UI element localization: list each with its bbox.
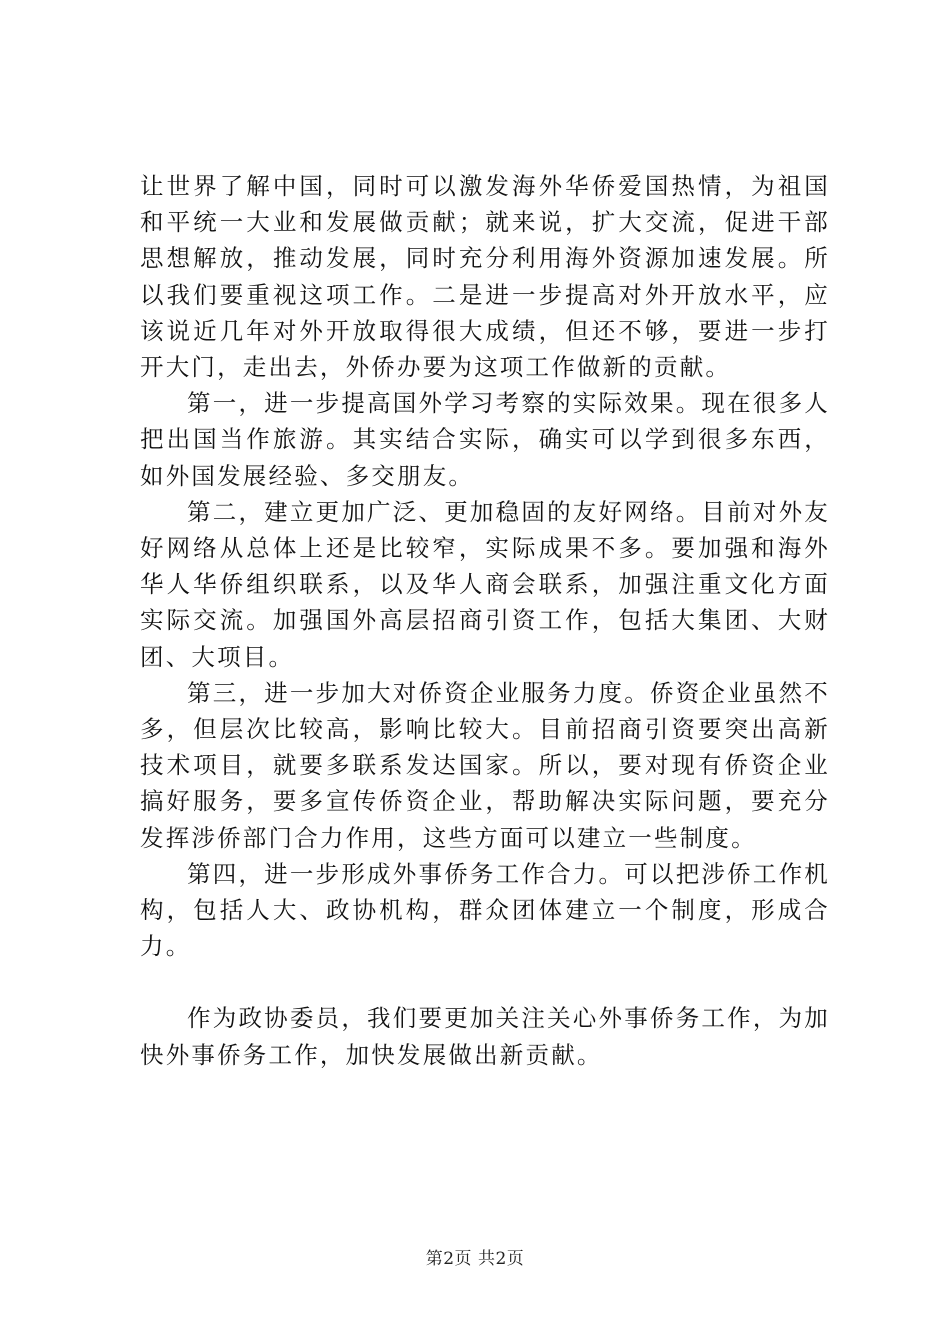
paragraph-spacer <box>140 964 830 1000</box>
paragraph-point-four: 第四，进一步形成外事侨务工作合力。可以把涉侨工作机构，包括人大、政协机构，群众团体建立一个制度，形成合力。 <box>140 859 830 961</box>
paragraph-conclusion: 作为政协委员，我们要更加关注关心外事侨务工作，为加快外事侨务工作，加快发展做出新贡献。 <box>140 1004 830 1069</box>
paragraph-point-two: 第二，建立更加广泛、更加稳固的友好网络。目前对外友好网络从总体上还是比较窄，实际成果不多。要加强和海外华人华侨组织联系，以及华人商会联系，加强注重文化方面实际交流。加强国外高层招商引资工作，包括大集团、大财团、大项目。 <box>140 497 830 671</box>
paragraph-point-one: 第一，进一步提高国外学习考察的实际效果。现在很多人把出国当作旅游。其实结合实际，确实可以学到很多东西，如外国发展经验、多交朋友。 <box>140 389 830 490</box>
paragraph-point-three: 第三，进一步加大对侨资企业服务力度。侨资企业虽然不多，但层次比较高，影响比较大。目前招商引资要突出高新技术项目，就要多联系发达国家。所以，要对现有侨资企业搞好服务，要多宣传侨资企业，帮助解决实际问题，要充分发挥涉侨部门合力作用，这些方面可以建立一些制度。 <box>140 678 830 852</box>
page-number-footer: 第2页 共2页 <box>425 1249 525 1269</box>
document-body <box>140 168 830 1073</box>
paragraph-continuation: 让世界了解中国，同时可以激发海外华侨爱国热情，为祖国和平统一大业和发展做贡献；就来说，扩大交流，促进干部思想解放，推动发展，同时充分利用海外资源加速发展。所以我们要重视这项工作。二是进一步提高对外开放水平，应该说近几年对外开放取得很大成绩，但还不够，要进一步打开大门，走出去，外侨办要为这项工作做新的贡献。 <box>140 172 830 382</box>
